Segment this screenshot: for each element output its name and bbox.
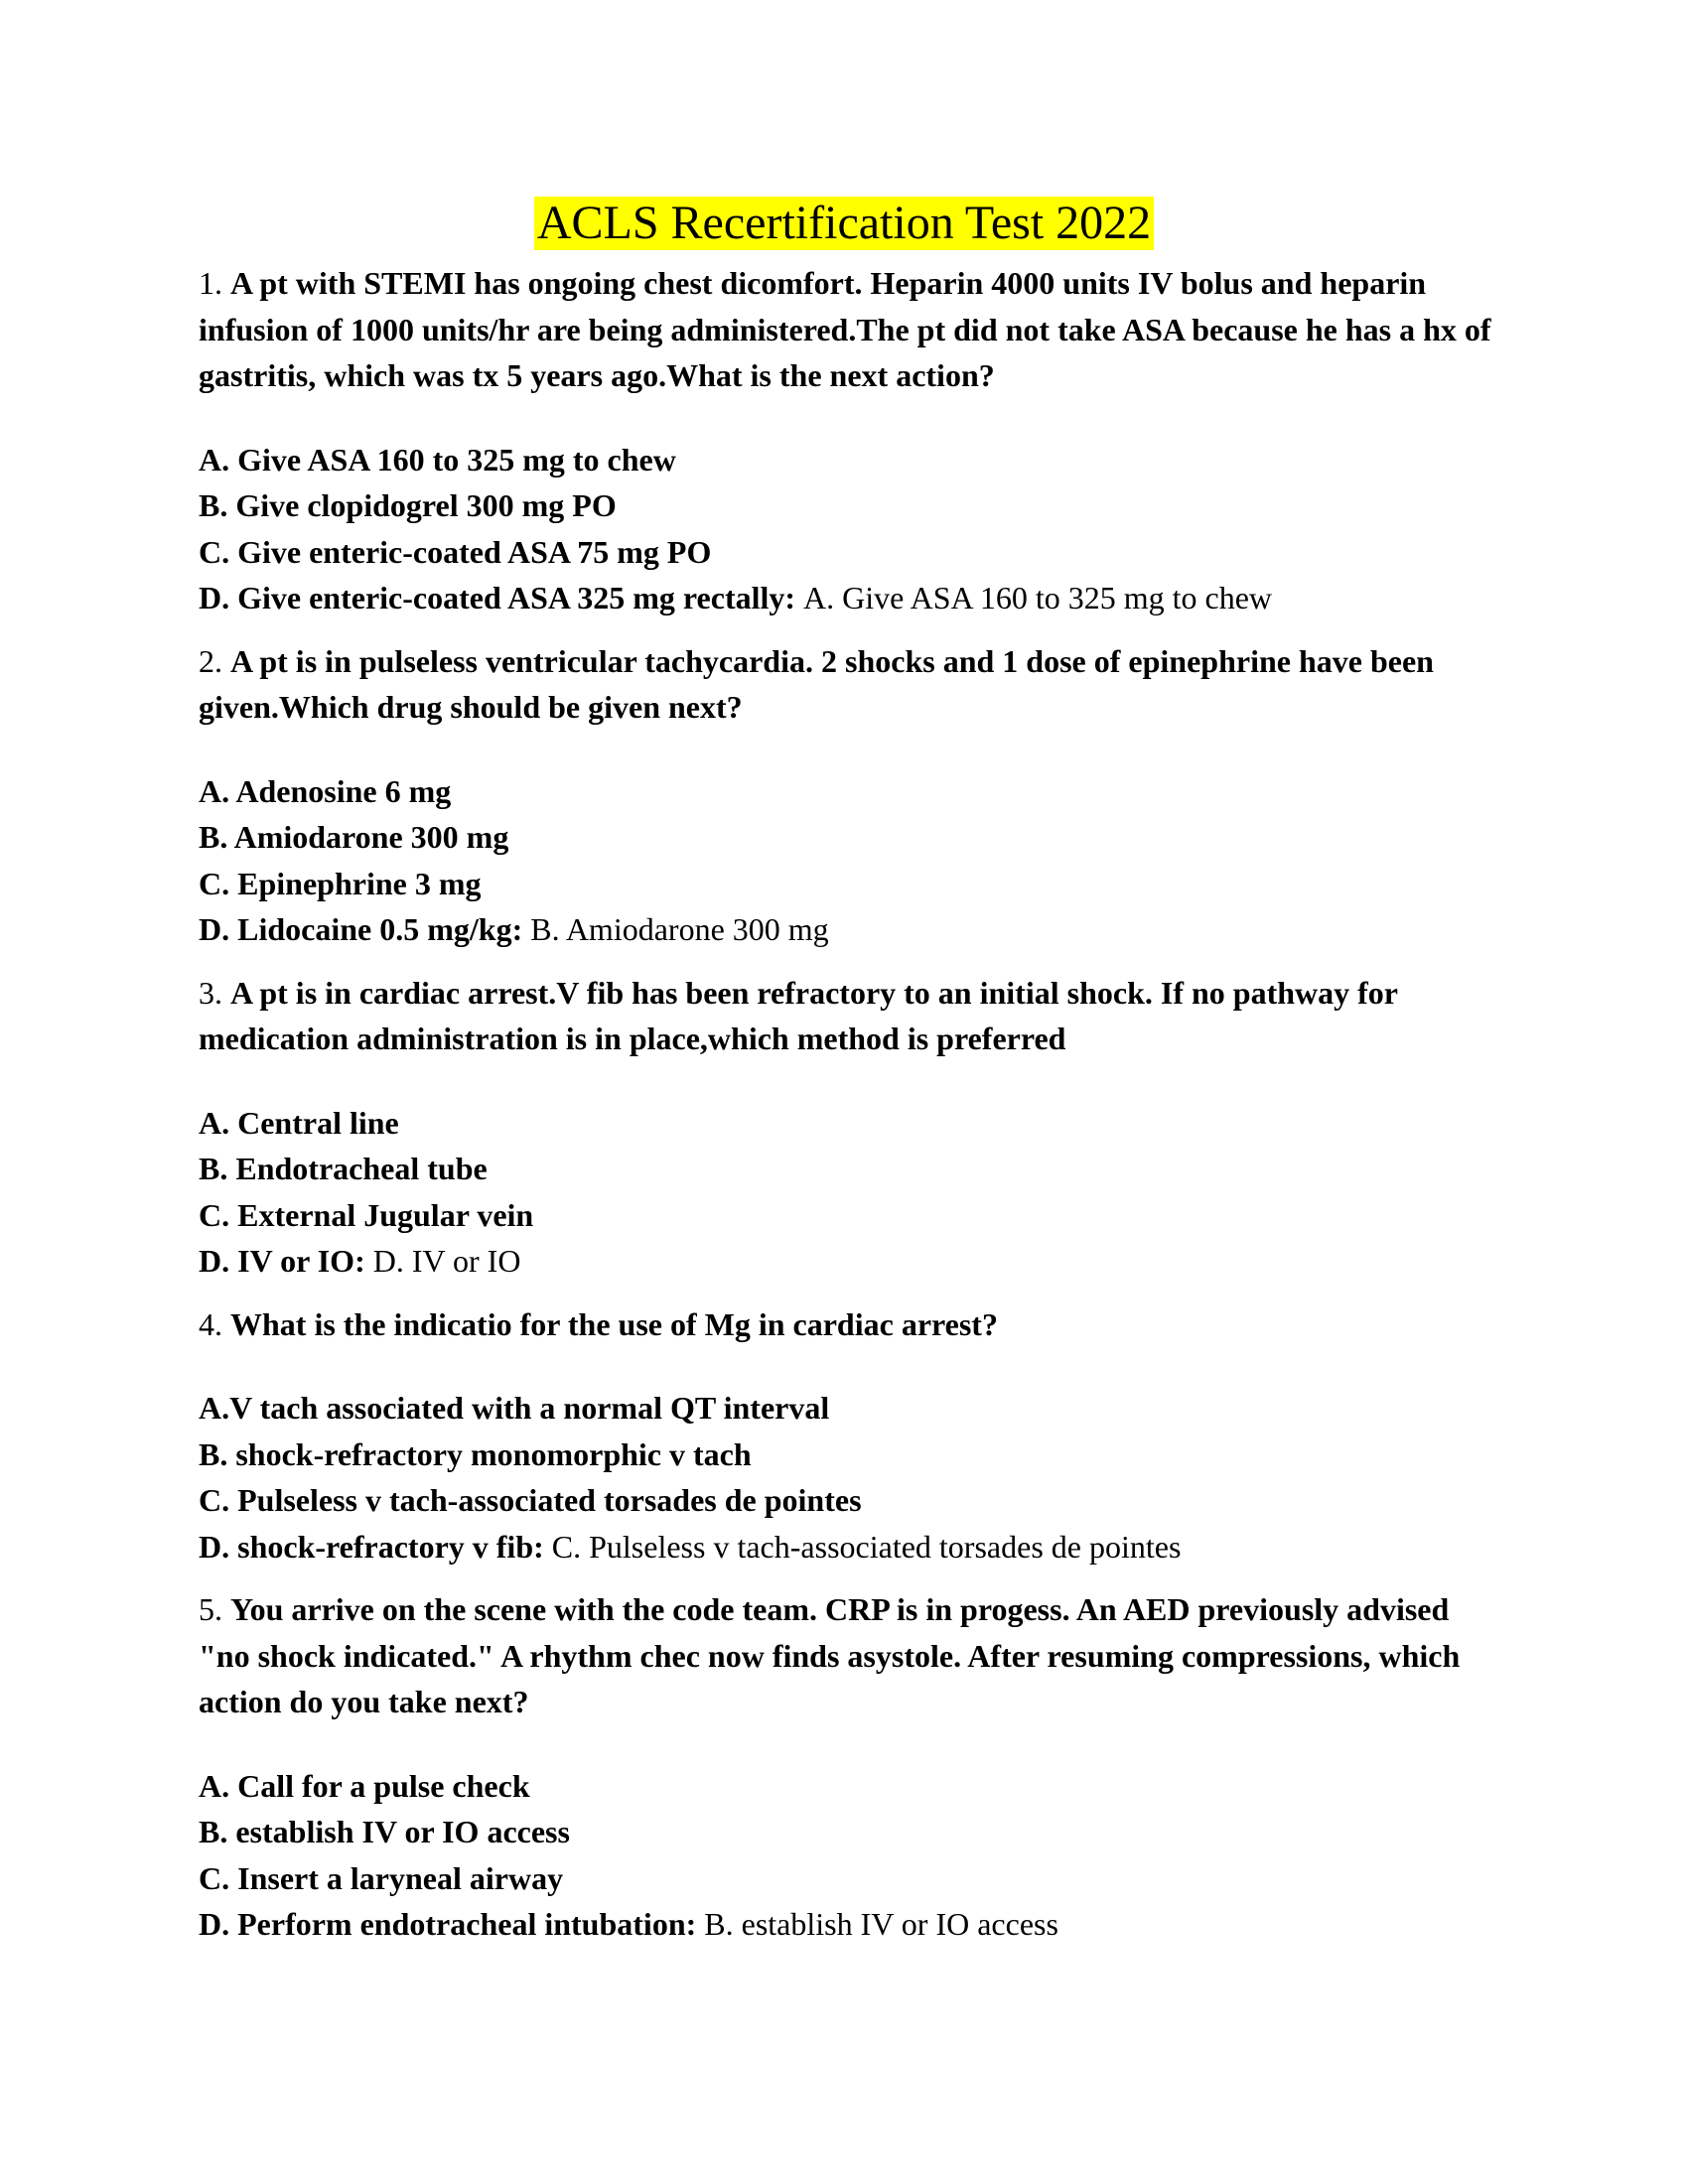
option-d-with-answer bbox=[199, 575, 1499, 621]
question-text: What is the indicatio for the use of Mg in cardiac arrest? bbox=[230, 1305, 998, 1342]
title-container bbox=[0, 197, 1688, 250]
option-b: B. shock-refractory monomorphic v tach bbox=[199, 1435, 752, 1472]
question-text: A pt is in cardiac arrest.V fib has been refractory to an initial shock. If no pathway for medication administration is in place,which method is preferred bbox=[199, 974, 1398, 1056]
option-b: B. Endotracheal tube bbox=[199, 1151, 488, 1186]
question-number: 3. bbox=[199, 974, 222, 1011]
question-number: 4. bbox=[199, 1305, 222, 1342]
question-stem bbox=[199, 1586, 1499, 1725]
question-text: You arrive on the scene with the code team. CRP is in progess. An AED previously advised "no shock indicated." A rhythm chec now finds asystole. After resuming compressions, which action do you take next? bbox=[199, 1591, 1461, 1719]
question-item bbox=[199, 1301, 1499, 1570]
answer-text: C. Pulseless v tach-associated torsades de pointes bbox=[551, 1528, 1182, 1565]
option-c: C. Give enteric-coated ASA 75 mg PO bbox=[199, 533, 712, 570]
option-a: A. Call for a pulse check bbox=[199, 1767, 530, 1804]
option-d-with-answer bbox=[199, 1238, 1499, 1285]
question-text: A pt is in pulseless ventricular tachycardia. 2 shocks and 1 dose of epinephrine have been given.Which drug should be given next? bbox=[199, 642, 1434, 725]
option-d: D. Perform endotracheal intubation: bbox=[199, 1906, 697, 1942]
option-c: C. Epinephrine 3 mg bbox=[199, 865, 482, 901]
option-a: A.V tach associated with a normal QT interval bbox=[199, 1390, 830, 1426]
option-c: C. Insert a laryneal airway bbox=[199, 1859, 564, 1896]
option-a: A. Adenosine 6 mg bbox=[199, 772, 452, 809]
option-b: B. establish IV or IO access bbox=[199, 1814, 570, 1849]
question-number: 5. bbox=[199, 1591, 222, 1627]
question-stem bbox=[199, 638, 1499, 731]
option-c: C. Pulseless v tach-associated torsades de pointes bbox=[199, 1482, 862, 1518]
option-b: B. Give clopidogrel 300 mg PO bbox=[199, 487, 617, 523]
document-title: ACLS Recertification Test 2022 bbox=[534, 197, 1154, 250]
question-stem bbox=[199, 1301, 1499, 1348]
option-d-with-answer bbox=[199, 1901, 1499, 1948]
question-number: 2. bbox=[199, 642, 222, 679]
option-d: D. shock-refractory v fib: bbox=[199, 1528, 544, 1565]
question-item bbox=[199, 970, 1499, 1285]
answer-text: D. IV or IO bbox=[372, 1243, 521, 1279]
question-stem bbox=[199, 970, 1499, 1062]
answer-text: B. Amiodarone 300 mg bbox=[530, 911, 829, 947]
question-number: 1. bbox=[199, 265, 222, 301]
answer-text: B. establish IV or IO access bbox=[704, 1906, 1058, 1942]
answer-text: A. Give ASA 160 to 325 mg to chew bbox=[803, 580, 1273, 615]
question-item bbox=[199, 638, 1499, 953]
option-b: B. Amiodarone 300 mg bbox=[199, 819, 509, 855]
option-a: A. Central line bbox=[199, 1104, 399, 1141]
option-d: D. Give enteric-coated ASA 325 mg rectally: bbox=[199, 580, 796, 615]
question-item bbox=[199, 1586, 1499, 1948]
question-text: A pt with STEMI has ongoing chest dicomfort. Heparin 4000 units IV bolus and heparin infusion of 1000 units/hr are being administered.The pt did not take ASA because he has a hx of gastritis, which was tx 5 years ago.What is the next action? bbox=[199, 265, 1491, 393]
option-c: C. External Jugular vein bbox=[199, 1196, 534, 1233]
option-a: A. Give ASA 160 to 325 mg to chew bbox=[199, 441, 676, 478]
option-d-with-answer bbox=[199, 906, 1499, 953]
option-d: D. IV or IO: bbox=[199, 1243, 365, 1279]
question-stem bbox=[199, 260, 1499, 399]
question-item bbox=[199, 260, 1499, 621]
option-d-with-answer bbox=[199, 1524, 1499, 1570]
questions-list bbox=[199, 260, 1499, 1965]
option-d: D. Lidocaine 0.5 mg/kg: bbox=[199, 911, 523, 947]
